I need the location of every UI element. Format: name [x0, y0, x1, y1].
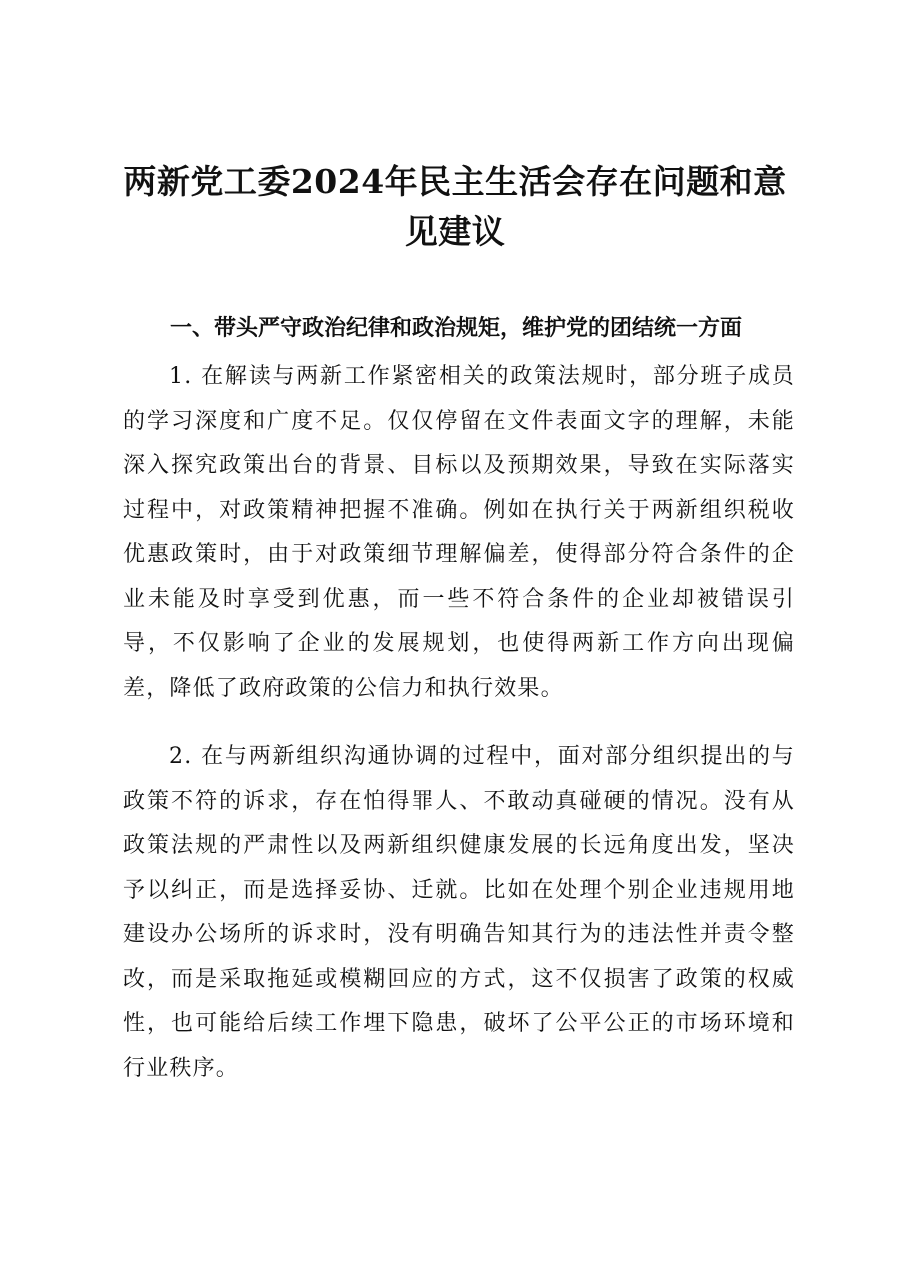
paragraph-1: 1. 在解读与两新工作紧密相关的政策法规时，部分班子成员的学习深度和广度不足。仅仅停留在文件表面文字的理解，未能深入探究政策出台的背景、目标以及预期效果，导致在实际落实过程中，对政策精神把握不准确。例如在执行关于两新组织税收优惠政策时，由于对政策细节理解偏差，使得部分符合条件的企业未能及时享受到优惠，而一些不符合条件的企业却被错误引导，不仅影响了企业的发展规划，也使得两新工作方向出现偏差，降低了政府政策的公信力和执行效果。 — [123, 364, 795, 701]
paragraph-2: 2. 在与两新组织沟通协调的过程中，面对部分组织提出的与政策不符的诉求，存在怕得罪人、不敢动真碰硬的情况。没有从政策法规的严肃性以及两新组织健康发展的长远角度出发，坚决予以纠正，而是选择妥协、迁就。比如在处理个别企业违规用地建设办公场所的诉求时，没有明确告知其行为的违法性并责令整改，而是采取拖延或模糊回应的方式，这不仅损害了政策的权威性，也可能给后续工作埋下隐患，破坏了公平公正的市场环境和行业秩序。 — [123, 744, 795, 1081]
section-heading: 一、带头严守政治纪律和政治规矩，维护党的团结统一方面 — [170, 316, 743, 341]
document-title: 两新党工委2024年民主生活会存在问题和意见建议 — [123, 162, 787, 251]
